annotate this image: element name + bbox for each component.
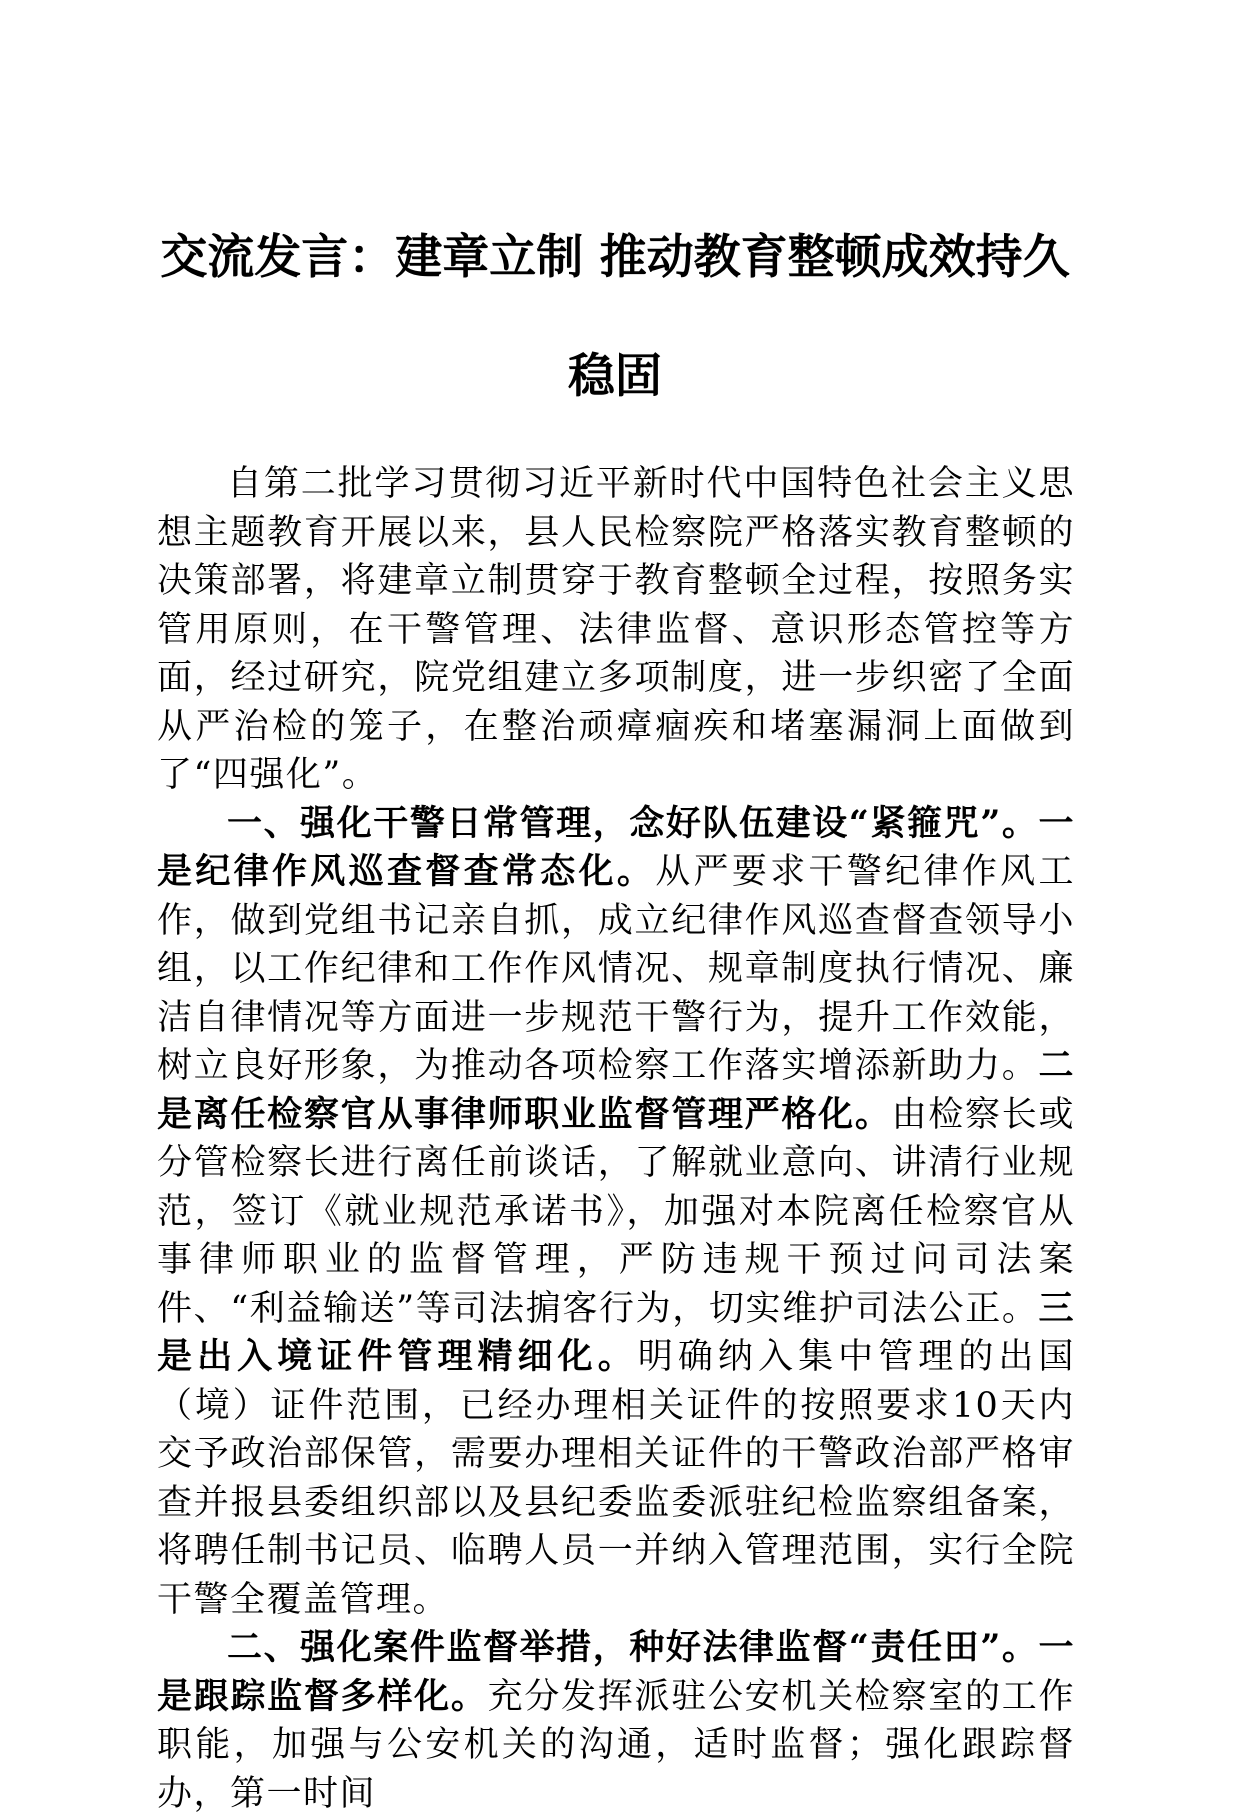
- section-one-point-1-text: 从严要求干警纪律作风工作，做到党组书记亲自抓，成立纪律作风巡查督查领导小组，以工作纪律和工作作风情况、规章制度执行情况、廉洁自律情况等方面进一步规范干警行为，提升工作效能，树立良好形象，为推动各项检察工作落实增添新助力。: [157, 852, 1075, 1086]
- section-two-point-1-text: 充分发挥派驻公安机关检察室的工作职能，加强与公安机关的沟通，适时监督；强化跟踪督办，第一时间: [157, 1676, 1075, 1814]
- section-one-point-3-text: 明确纳入集中管理的出国（境）证件范围，已经办理相关证件的按照要求10天内交予政治部保管，需要办理相关证件的干警政治部严格审查并报县委组织部以及县纪委监委派驻纪检监察组备案，将聘任制书记员、临聘人员一并纳入管理范围，实行全院干警全覆盖管理。: [157, 1337, 1075, 1620]
- section-one-paragraph: [157, 800, 1075, 1625]
- section-two-paragraph: [157, 1624, 1075, 1818]
- document-body: [157, 460, 1075, 1818]
- document-title-line-1: 交流发言：建章立制 推动教育整顿成效持久: [160, 230, 1070, 285]
- section-one-point-3-title: 三是出入境证件管理精细化。: [157, 1287, 1075, 1377]
- section-one-point-1-title: 一是纪律作风巡查督查常态化。: [157, 802, 1075, 892]
- section-two-heading: 二、强化案件监督举措，种好法律监督“责任田”。: [227, 1627, 1039, 1668]
- section-one-point-2-text: 由检察长或分管检察长进行离任前谈话，了解就业意向、讲清行业规范，签订《就业规范承诺书》，加强对本院离任检察官从事律师职业的监督管理，严防违规干预过问司法案件、“利益输送”等司法掮客行为，切实维护司法公正。: [157, 1094, 1075, 1329]
- intro-paragraph: 自第二批学习贯彻习近平新时代中国特色社会主义思想主题教育开展以来，县人民检察院严格落实教育整顿的决策部署，将建章立制贯穿于教育整顿全过程，按照务实管用原则，在干警管理、法律监督、意识形态管控等方面，经过研究，院党组建立多项制度，进一步织密了全面从严治检的笼子，在整治顽瘴痼疾和堵塞漏洞上面做到了“四强化”。: [157, 464, 1075, 795]
- section-one-heading: 一、强化干警日常管理，念好队伍建设“紧箍咒”。: [227, 802, 1039, 844]
- section-two-point-1-title: 一是跟踪监督多样化。: [157, 1627, 1075, 1717]
- section-one-point-2-title: 二是离任检察官从事律师职业监督管理严格化。: [157, 1045, 1075, 1135]
- document-title-line-2: 稳固: [568, 349, 662, 404]
